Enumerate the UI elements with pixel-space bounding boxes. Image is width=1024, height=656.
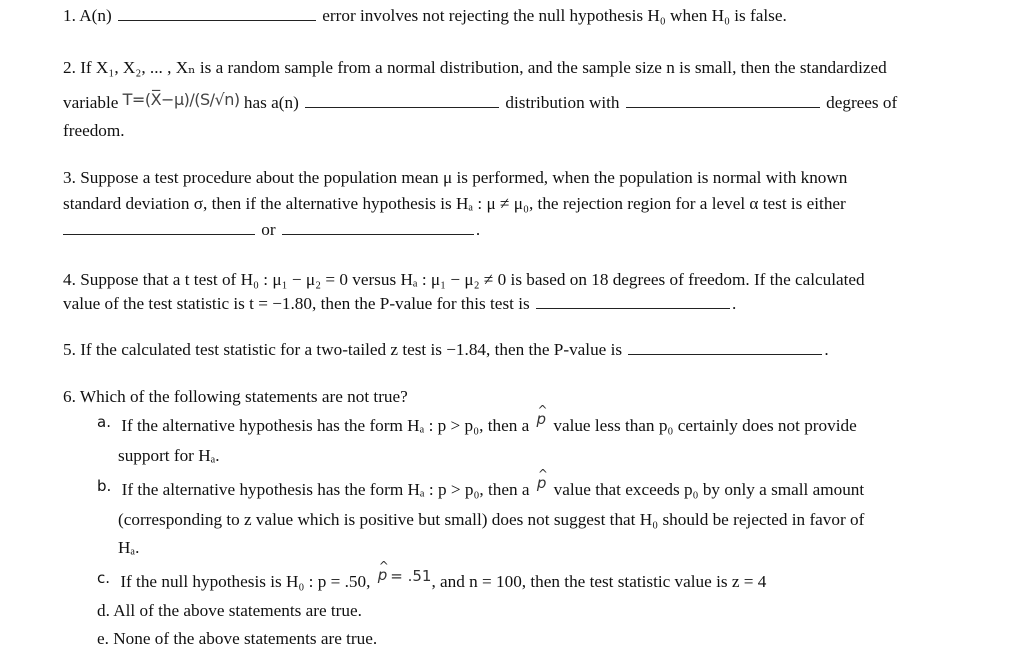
question-4-line2 <box>63 294 736 314</box>
option-a-letter: a. <box>97 413 111 431</box>
q4-period: . <box>731 294 737 313</box>
p-hat-value: = .51 <box>390 567 432 585</box>
option-a-line1 <box>97 410 857 436</box>
question-5 <box>63 340 829 360</box>
question-2-line2 <box>63 90 898 113</box>
t-statistic-formula: T=(X̅−μ)/(S/√n) <box>122 90 240 109</box>
option-c <box>97 566 767 592</box>
question-2-line3: freedom. <box>63 121 125 140</box>
option-b-line3: Hₐ. <box>118 538 140 557</box>
question-3-line1: 3. Suppose a test procedure about the population mean μ is performed, when the population is normal with known <box>63 168 848 187</box>
p-hat-symbol: ^ p <box>378 565 388 585</box>
question-3-line3 <box>63 220 480 240</box>
q2-dist-with: distribution with <box>505 93 620 112</box>
q4-pvalue-blank[interactable] <box>536 294 730 309</box>
question-6-stem: 6. Which of the following statements are not true? <box>63 387 408 406</box>
q3-rejection-blank-1[interactable] <box>63 220 255 235</box>
q2-variable-word: variable <box>63 93 119 112</box>
q2-degrees: degrees of <box>826 93 898 112</box>
q1-answer-blank[interactable] <box>118 6 316 21</box>
question-1 <box>63 6 787 26</box>
option-e: e. None of the above statements are true. <box>97 629 378 648</box>
q3-period: . <box>475 220 481 239</box>
question-3-line2: standard deviation σ, then if the alternative hypothesis is Hₐ : μ ≠ μ₀, the rejection region for a level α test is either <box>63 194 846 213</box>
q5-text: 5. If the calculated test statistic for a two-tailed z test is −1.84, then the P-value is <box>63 340 623 359</box>
q5-period: . <box>824 340 829 359</box>
p-hat-symbol: ^ p <box>537 473 547 493</box>
option-c-letter: c. <box>97 569 111 587</box>
option-c-text-2: , and n = 100, then the test statistic value is z = 4 <box>431 572 767 591</box>
q3-or: or <box>261 220 276 239</box>
q4-text: value of the test statistic is t = −1.80, then the P-value for this test is <box>63 294 530 313</box>
option-d: d. All of the above statements are true. <box>97 601 362 620</box>
option-a-text-1: If the alternative hypothesis has the form Hₐ : p > p₀, then a <box>121 416 530 435</box>
q5-pvalue-blank[interactable] <box>628 340 822 355</box>
q2-degrees-blank[interactable] <box>626 93 820 108</box>
q1-label: 1. A(n) <box>63 6 112 25</box>
option-b-line1 <box>97 474 865 500</box>
q2-has: has a(n) <box>243 93 299 112</box>
q1-text: error involves not rejecting the null hypothesis H₀ when H₀ is false. <box>322 6 787 25</box>
option-b-letter: b. <box>97 477 112 495</box>
option-a-text-2: value less than p₀ certainly does not provide <box>553 416 857 435</box>
option-a-line2: support for Hₐ. <box>118 446 220 465</box>
p-hat-symbol: ^ p <box>537 409 547 429</box>
option-b-line2: (corresponding to z value which is positive but small) does not suggest that H₀ should be rejected in favor of <box>118 510 865 529</box>
q2-distribution-blank[interactable] <box>305 93 499 108</box>
option-b-text-1: If the alternative hypothesis has the form Hₐ : p > p₀, then a <box>121 480 530 499</box>
option-c-text-1: If the null hypothesis is H₀ : p = .50, <box>120 572 371 591</box>
question-4-line1: 4. Suppose that a t test of H₀ : μ₁ − μ₂ = 0 versus Hₐ : μ₁ − μ₂ ≠ 0 is based on 18 degrees of freedom. If the calculated <box>63 270 865 289</box>
question-2-line1: 2. If X₁, X₂, ... , Xₙ is a random sample from a normal distribution, and the sample size n is small, then the standardized <box>63 58 887 77</box>
q3-rejection-blank-2[interactable] <box>282 220 474 235</box>
option-b-text-2: value that exceeds p₀ by only a small amount <box>553 480 865 499</box>
